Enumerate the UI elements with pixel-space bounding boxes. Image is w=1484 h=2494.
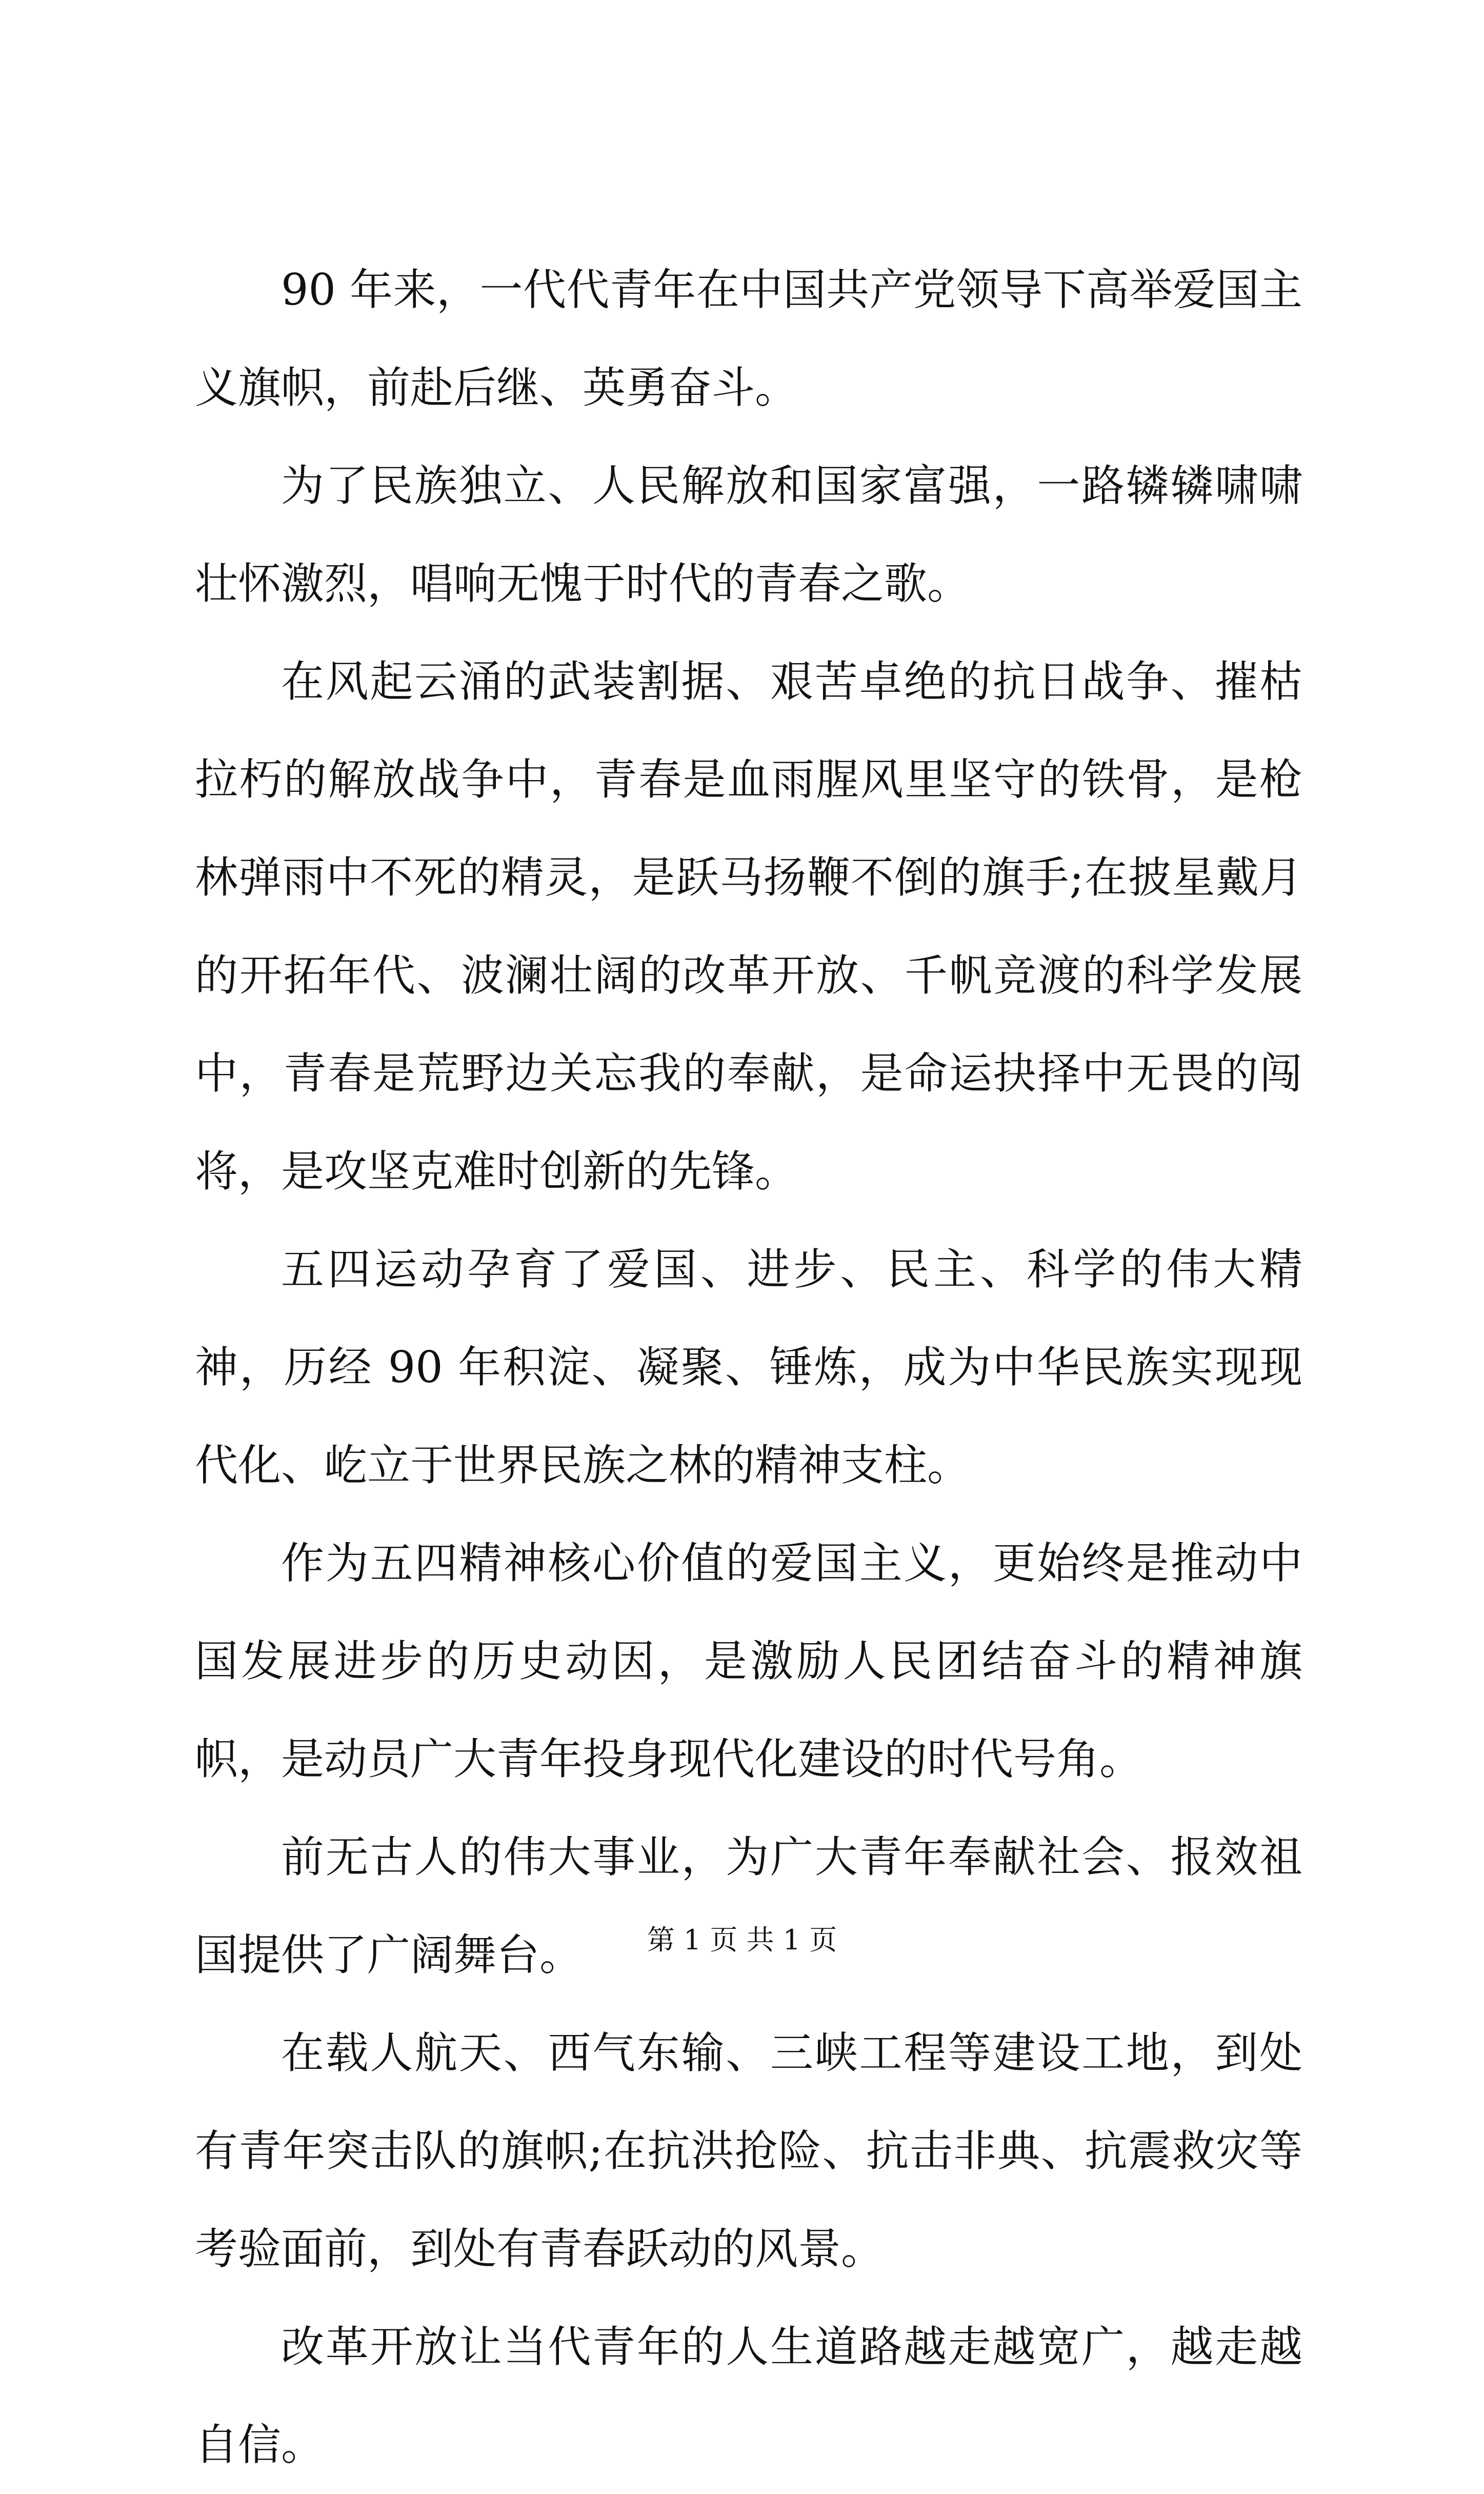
- document-body: [195, 241, 1302, 2494]
- paragraph: 在风起云涌的武装割据、艰苦卓绝的抗日战争、摧枯拉朽的解放战争中，青春是血雨腥风里坚守的铁骨，是枪林弹雨中不死的精灵，是跃马扬鞭不倒的旗手;在披星戴月的开拓年代、波澜壮阔的改革开放、千帆竞渡的科学发展中，青春是荒野边关忘我的奉献，是命运抉择中无畏的闯将，是攻坚克难时创新的先锋。: [195, 656, 1302, 1196]
- paragraph: 90 年来，一代代青年在中国共产党领导下高举爱国主义旗帜，前赴后继、英勇奋斗。: [195, 265, 1302, 413]
- paragraph: 为了民族独立、人民解放和国家富强，一路辚辚啸啸壮怀激烈，唱响无愧于时代的青春之歌。: [195, 461, 1302, 609]
- page-number-footer: 第 1 页 共 1 页: [647, 1924, 837, 1956]
- paragraph: 作为五四精神核心价值的爱国主义，更始终是推动中国发展进步的历史动因，是激励人民团结奋斗的精神旗帜，是动员广大青年投身现代化建设的时代号角。: [195, 1538, 1302, 1784]
- paragraph: 改革开放让当代青年的人生道路越走越宽广，越走越自信。: [195, 2322, 1302, 2470]
- paragraph: 在载人航天、西气东输、三峡工程等建设工地，到处有青年突击队的旗帜;在抗洪抢险、抗击非典、抗震救灾等考验面前，到处有青春跃动的风景。: [195, 2028, 1302, 2274]
- paragraph: 前无古人的伟大事业，为广大青年奉献社会、报效祖国提供了广阔舞台。: [195, 1832, 1302, 1980]
- paragraph: 五四运动孕育了爱国、进步、民主、科学的伟大精神，历经 90 年积淀、凝聚、锤炼，成为中华民族实现现代化、屹立于世界民族之林的精神支柱。: [195, 1244, 1302, 1490]
